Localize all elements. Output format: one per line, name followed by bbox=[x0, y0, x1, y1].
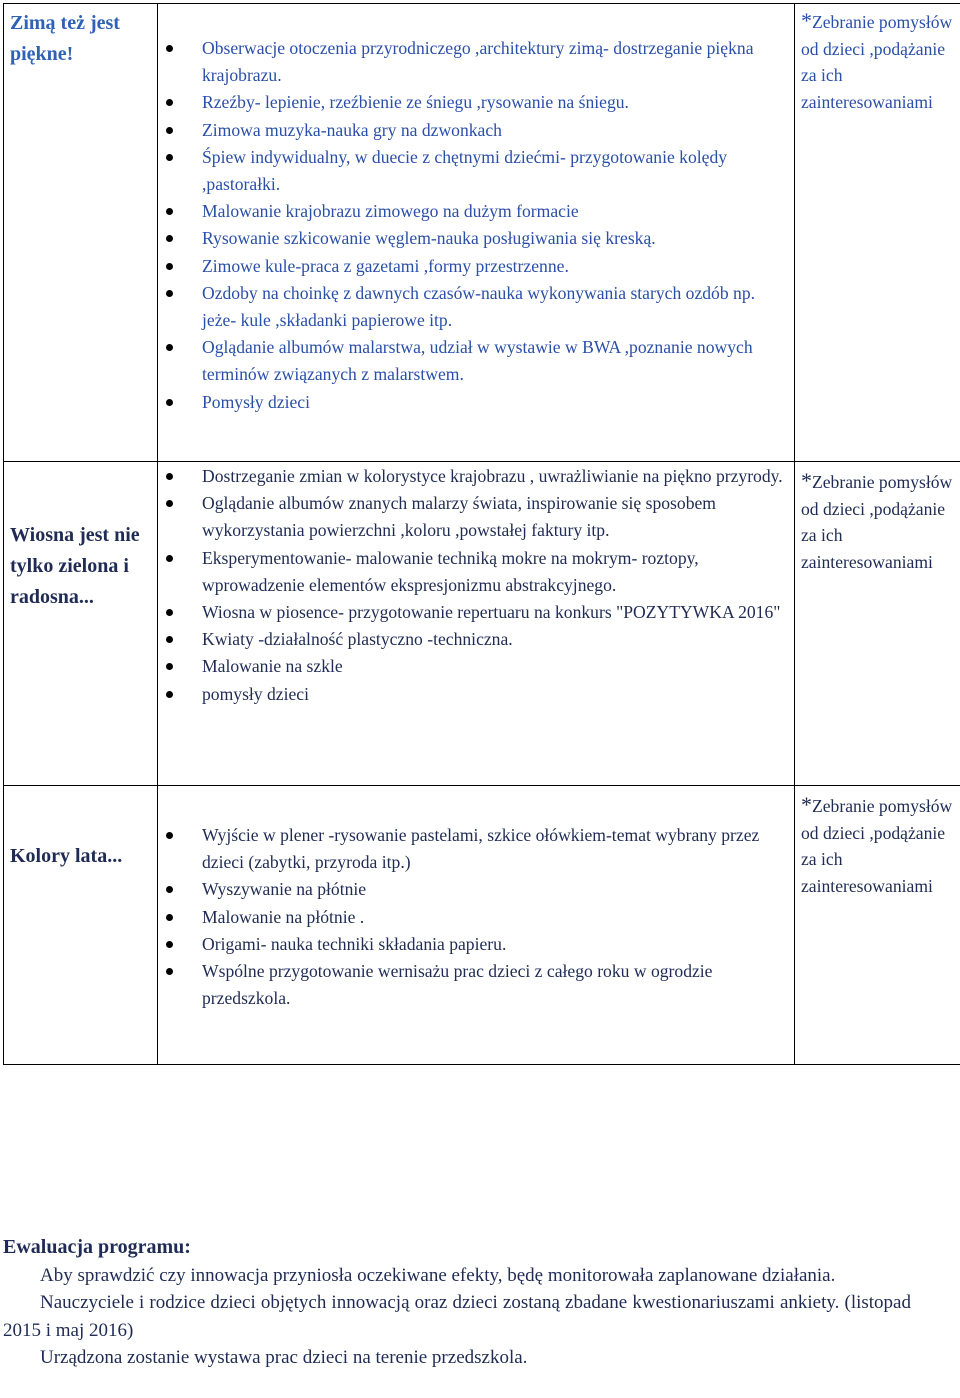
list-item: Kwiaty -działalność plastyczno -techniczna. bbox=[202, 626, 786, 653]
note-text bbox=[801, 468, 954, 575]
evaluation-paragraph: Aby sprawdzić czy innowacja przyniosła oczekiwane efekty, będę monitorowała zaplanowane działania. bbox=[40, 1264, 836, 1286]
topic-title: Kolory lata... bbox=[10, 845, 123, 867]
note-body: Zebranie pomysłów od dzieci ,podążanie za ich zainteresowaniami bbox=[801, 472, 953, 572]
list-item: Ozdoby na choinkę z dawnych czasów-nauka wykonywania starych ozdób np. jeże- kule ,składanki papierowe itp. bbox=[202, 280, 786, 334]
activities-cell bbox=[158, 462, 795, 785]
list-item: Zimowa muzyka-nauka gry na dzwonkach bbox=[202, 117, 786, 144]
list-item: Wyjście w plener -rysowanie pastelami, szkice ołówkiem-temat wybrany przez dzieci (zabytki, przyroda itp.) bbox=[202, 822, 786, 876]
note-body: Zebranie pomysłów od dzieci ,podążanie za ich zainteresowaniami bbox=[801, 796, 953, 896]
list-item: Wyszywanie na płótnie bbox=[202, 876, 786, 903]
topic-cell bbox=[4, 4, 158, 461]
activity-list bbox=[202, 463, 786, 708]
list-item: Malowanie na płótnie . bbox=[202, 904, 786, 931]
activity-list bbox=[202, 822, 786, 1012]
list-item: Oglądanie albumów znanych malarzy świata, inspirowanie się sposobem wykorzystania powierzchni ,koloru ,powstałej faktury itp. bbox=[202, 490, 786, 544]
note-body: Zebranie pomysłów od dzieci ,podążanie za ich zainteresowaniami bbox=[801, 12, 953, 112]
list-item: Wspólne przygotowanie wernisażu prac dzieci z całego roku w ogrodzie przedszkola. bbox=[202, 958, 786, 1012]
table-row bbox=[4, 4, 960, 462]
table-row bbox=[4, 462, 960, 786]
list-item: Dostrzeganie zmian w kolorystyce krajobrazu , uwrażliwianie na piękno przyrody. bbox=[202, 463, 786, 490]
list-item: Origami- nauka techniki składania papieru. bbox=[202, 931, 786, 958]
note-star: * bbox=[801, 468, 812, 493]
list-item: Malowanie na szkle bbox=[202, 653, 786, 680]
topic-title: Zimą też jest piękne! bbox=[10, 12, 120, 65]
topic-cell bbox=[4, 786, 158, 1064]
list-item: Eksperymentowanie- malowanie techniką mokre na mokrym- roztopy, wprowadzenie elementów ekspresjonizmu abstrakcyjnego. bbox=[202, 545, 786, 599]
list-item: Oglądanie albumów malarstwa, udział w wystawie w BWA ,poznanie nowych terminów związanych z malarstwem. bbox=[202, 334, 786, 388]
topic-title: Wiosna jest nie tylko zielona i radosna... bbox=[10, 524, 140, 608]
activities-cell bbox=[158, 4, 795, 461]
list-item: pomysły dzieci bbox=[202, 681, 786, 708]
list-item: Obserwacje otoczenia przyrodniczego ,architektury zimą- dostrzeganie piękna krajobrazu. bbox=[202, 35, 786, 89]
evaluation-paragraph: Urządzona zostanie wystawa prac dzieci na terenie przedszkola. bbox=[40, 1347, 528, 1369]
list-item: Wiosna w piosence- przygotowanie repertuaru na konkurs "POZYTYWKA 2016" bbox=[202, 599, 786, 626]
list-item: Zimowe kule-praca z gazetami ,formy przestrzenne. bbox=[202, 253, 786, 280]
program-table bbox=[3, 3, 960, 1065]
evaluation-section bbox=[3, 1234, 911, 1372]
note-star: * bbox=[801, 8, 812, 33]
table-row bbox=[4, 786, 960, 1065]
list-item: Rzeźby- lepienie, rzeźbienie ze śniegu ,rysowanie na śniegu. bbox=[202, 89, 786, 116]
evaluation-title: Ewaluacja programu: bbox=[3, 1236, 191, 1258]
note-text bbox=[801, 8, 954, 115]
topic-cell bbox=[4, 462, 158, 785]
evaluation-paragraph: Nauczyciele i rodzice dzieci objętych innowacją oraz dzieci zostaną zbadane kwestionariuszami ankiety. (listopad 2015 i maj 2016) bbox=[3, 1292, 911, 1341]
list-item: Rysowanie szkicowanie węglem-nauka posługiwania się kreską. bbox=[202, 225, 786, 252]
notes-cell bbox=[795, 4, 960, 461]
activities-cell bbox=[158, 786, 795, 1064]
activity-list bbox=[202, 35, 786, 416]
list-item: Pomysły dzieci bbox=[202, 389, 786, 416]
note-star: * bbox=[801, 792, 812, 817]
notes-cell bbox=[795, 786, 960, 1064]
list-item: Śpiew indywidualny, w duecie z chętnymi dziećmi- przygotowanie kolędy ,pastorałki. bbox=[202, 144, 786, 198]
notes-cell bbox=[795, 462, 960, 785]
list-item: Malowanie krajobrazu zimowego na dużym formacie bbox=[202, 198, 786, 225]
note-text bbox=[801, 792, 954, 899]
